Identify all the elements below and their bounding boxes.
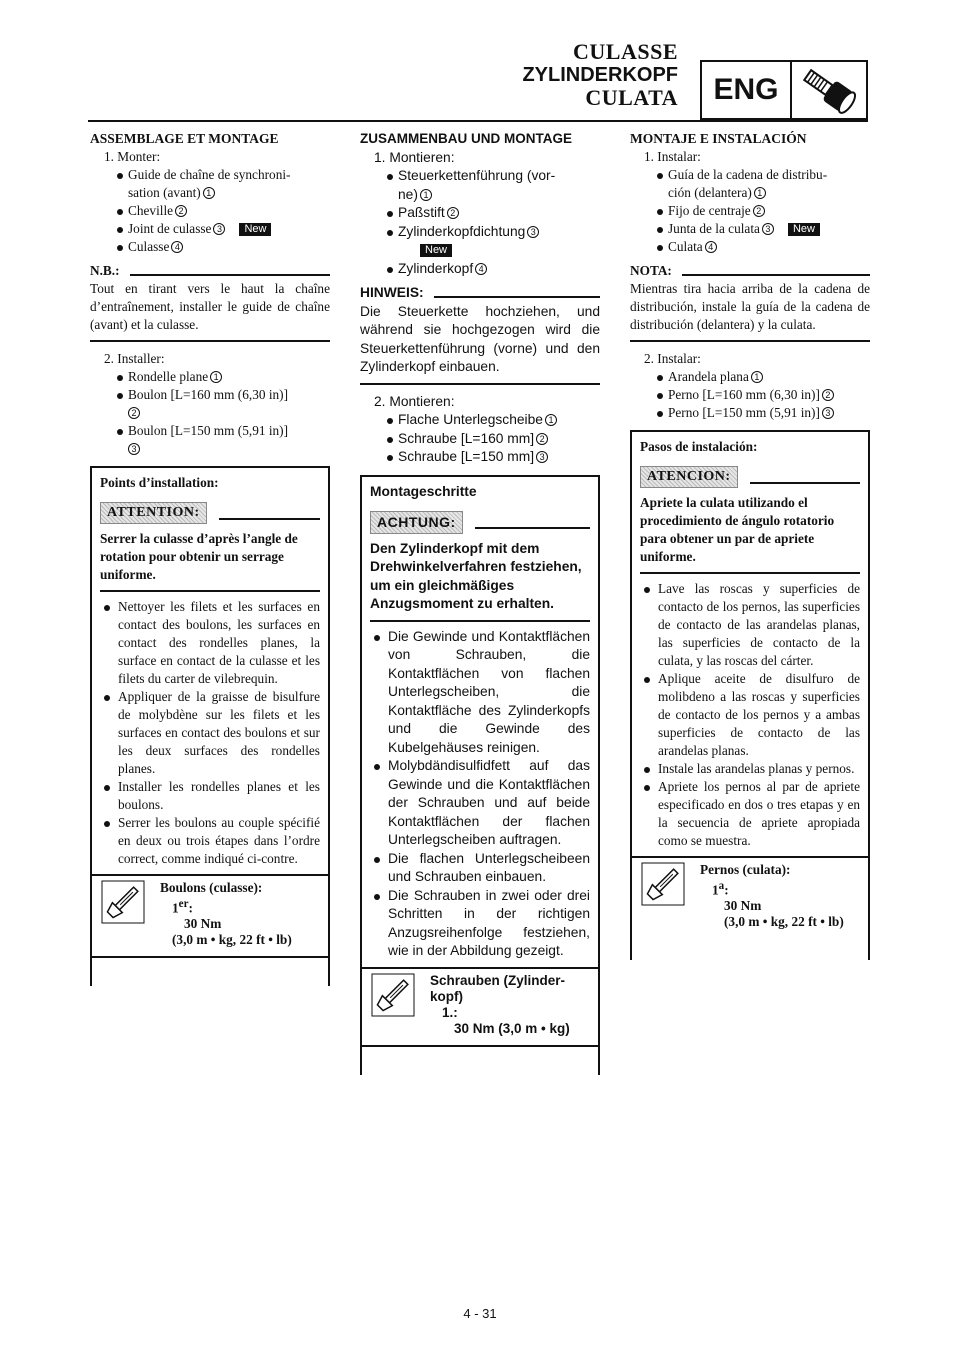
list-item: Culasse 4 (90, 238, 330, 256)
divider (90, 340, 330, 342)
column-spanish (630, 130, 870, 960)
installation-title: Pasos de instalación: (640, 439, 758, 454)
step-2: 2. Montieren: (374, 393, 455, 409)
note-text: Tout en tirant vers le haut la chaîne d’entraînement, installer le guide de chaîne (avant) et la culasse. (90, 281, 330, 332)
header-title-de: ZYLINDERKOPF (522, 64, 678, 86)
list-item: Zylinderkopfdichtung 3 New (360, 223, 600, 260)
callout-number: 4 (705, 241, 717, 253)
bullet-icon (104, 785, 110, 791)
note-heading: NOTA: (630, 262, 870, 280)
callout-number: 3 (822, 407, 834, 419)
bullet-icon (387, 230, 393, 236)
bullet-icon (117, 209, 123, 215)
list-item: Boulon [L=160 mm (6,30 in)] 2 (90, 386, 330, 422)
list-item: Joint de culasse 3 New (90, 220, 330, 238)
list-item: Paßstift 2 (360, 204, 600, 223)
new-part-badge: New (239, 223, 271, 236)
installation-title: Montageschritte (370, 483, 477, 499)
bullet-icon (117, 375, 123, 381)
list-item: Apriete los pernos al par de apriete especificado en dos o tres etapas y en la secuencia de apriete apropiada como se muestra. (632, 778, 868, 850)
bullet-icon (387, 418, 393, 424)
bullet-icon (117, 429, 123, 435)
header-title-fr: CULASSE (573, 39, 678, 64)
bullet-icon (104, 695, 110, 701)
section-title: ASSEMBLAGE ET MONTAGE (90, 131, 279, 146)
bullet-icon (657, 375, 663, 381)
list-item: Schraube [L=150 mm] 3 (360, 448, 600, 467)
callout-number: 2 (536, 433, 548, 445)
callout-number: 4 (475, 263, 487, 275)
bullet-icon (657, 245, 663, 251)
bullet-icon (644, 785, 650, 791)
list-item: Nettoyer les filets et les surfaces en contact des boulons, les surfaces en contact des rondelles planes, la surface en contact de la culasse et les filets du carter de vilebrequin. (92, 598, 328, 688)
callout-number: 2 (753, 205, 765, 217)
callout-number: 2 (175, 205, 187, 217)
section-tab (700, 60, 868, 120)
bullet-icon (374, 764, 380, 770)
list-item: Die Schrauben in zwei oder drei Schritten in der richtigen Anzugsreihenfolge festziehen, wie in der Abbildung gezeigt. (362, 887, 598, 961)
bullet-icon (117, 173, 123, 179)
list-item: Perno [L=160 mm (6,30 in)] 2 (630, 386, 870, 404)
note-heading: HINWEIS: (360, 284, 600, 303)
list-item: Instale las arandelas planas y pernos. (632, 760, 868, 778)
section-title: MONTAJE E INSTALACIÓN (630, 131, 807, 146)
new-part-badge: New (788, 223, 820, 236)
header-rule (88, 120, 868, 122)
list-item: Flache Unterlegscheibe 1 (360, 411, 600, 430)
callout-number: 3 (527, 226, 539, 238)
bullet-icon (387, 455, 393, 461)
list-item: Fijo de centraje 2 (630, 202, 870, 220)
list-item: Perno [L=150 mm (5,91 in)] 3 (630, 404, 870, 422)
callout-number: 1 (203, 187, 215, 199)
bullet-icon (657, 173, 663, 179)
section-label: ENG (702, 62, 792, 118)
warning-heading (362, 501, 598, 534)
torque-wrench-icon (632, 858, 694, 938)
torque-spec (632, 856, 868, 938)
step-1: 1. Monter: (104, 149, 161, 164)
list-item: Culata 4 (630, 238, 870, 256)
list-item: Rondelle plane 1 (90, 368, 330, 386)
installation-box (90, 466, 330, 986)
warning-heading (632, 456, 868, 488)
bullet-icon (117, 227, 123, 233)
torque-wrench-icon (362, 969, 424, 1045)
new-part-badge: New (420, 244, 452, 257)
callout-number: 1 (754, 187, 766, 199)
warning-text: Den Zylinderkopf mit dem Drehwinkelverfahren festziehen, um ein gleichmäßiges Anzugsmoment zu erhalten. (370, 540, 582, 611)
page-number: 4 - 31 (463, 1306, 497, 1321)
list-item: Lave las roscas y superficies de contacto de los pernos, las superficies de contacto de las arandelas planas, las superficies de contacto de la culata, y las roscas del cárter. (632, 580, 868, 670)
list-item: Arandela plana 1 (630, 368, 870, 386)
header-title-es: CULATA (585, 85, 678, 110)
bullet-icon (387, 267, 393, 273)
bullet-icon (657, 411, 663, 417)
section-title: ZUSAMMENBAU UND MONTAGE (360, 131, 572, 146)
bullet-icon (387, 437, 393, 443)
bullet-icon (374, 857, 380, 863)
bullet-icon (657, 209, 663, 215)
torque-values: Boulons (culasse): 1er: 30 Nm (3,0 m • kg, 22 ft • lb) (160, 880, 292, 948)
list-item: Aplique aceite de disulfuro de molibdeno a las roscas y superficies de contacto de los pernos y a ambas superficies de contacto de las arandelas planas. (632, 670, 868, 760)
callout-number: 1 (751, 371, 763, 383)
callout-number: 1 (545, 414, 557, 426)
warning-text: Serrer la culasse d’après l’angle de rotation pour obtenir un serrage uniforme. (100, 531, 298, 582)
bullet-icon (387, 174, 393, 180)
warning-heading (92, 492, 328, 524)
warning-label: ATENCION: (640, 466, 738, 488)
bullet-icon (374, 635, 380, 641)
bullet-icon (657, 227, 663, 233)
step-1: 1. Montieren: (374, 149, 455, 165)
list-item: Cheville 2 (90, 202, 330, 220)
bullet-icon (657, 393, 663, 399)
note-heading: N.B.: (90, 262, 330, 280)
list-item: Guide de chaîne de synchroni- sation (avant) 1 (90, 166, 330, 202)
callout-number: 2 (447, 207, 459, 219)
note-text: Mientras tira hacia arriba de la cadena de distribución, instale la guía de la cadena de distribución (delantera) y la culata. (630, 281, 870, 332)
engine-bolt-icon (792, 62, 866, 118)
callout-number: 3 (762, 223, 774, 235)
bullet-icon (374, 894, 380, 900)
callout-number: 3 (536, 451, 548, 463)
warning-text: Apriete la culata utilizando el procedimiento de ángulo rotatorio para obtener un par de apriete uniforme. (640, 495, 835, 564)
bullet-icon (644, 587, 650, 593)
list-item: Boulon [L=150 mm (5,91 in)] 3 (90, 422, 330, 458)
callout-number: 3 (128, 443, 140, 455)
callout-number: 1 (420, 189, 432, 201)
bullet-icon (117, 393, 123, 399)
column-french (90, 130, 330, 986)
step-2: 2. Instalar: (644, 351, 701, 366)
divider (360, 383, 600, 385)
list-item: Appliquer de la graisse de bisulfure de molybdène sur les filets et les surfaces en contact des boulons et sur les deux surfaces des rondelles planes. (92, 688, 328, 778)
bullet-icon (644, 767, 650, 773)
list-item: Junta de la culata 3 New (630, 220, 870, 238)
column-german (360, 130, 600, 1075)
bullet-icon (104, 821, 110, 827)
installation-box (630, 430, 870, 960)
torque-spec (92, 874, 328, 958)
torque-wrench-icon (92, 876, 154, 956)
list-item: Die flachen Unterlegscheibeen und Schrauben einbauen. (362, 850, 598, 887)
installation-title: Points d’installation: (100, 475, 219, 490)
page-header (88, 40, 868, 120)
callout-number: 1 (210, 371, 222, 383)
torque-values: Pernos (culata): 1$^a$: 30 Nm (3,0 m • kg, 22 ft • lb) (700, 862, 844, 930)
callout-number: 2 (822, 389, 834, 401)
torque-values: Schrauben (Zylinder- kopf) 1.: 30 Nm (3,0 m • kg) (430, 972, 570, 1036)
callout-number: 2 (128, 407, 140, 419)
list-item: Installer les rondelles planes et les boulons. (92, 778, 328, 814)
list-item: Schraube [L=160 mm] 2 (360, 430, 600, 449)
callout-number: 4 (171, 241, 183, 253)
bullet-icon (104, 605, 110, 611)
step-2: 2. Installer: (104, 351, 165, 366)
list-item: Steuerkettenführung (vor- ne) 1 (360, 167, 600, 204)
divider (630, 340, 870, 342)
list-item: Serrer les boulons au couple spécifié en deux ou trois étapes dans l’ordre correct, comme indiqué ci-contre. (92, 814, 328, 868)
list-item: Molybdändisulfidfett auf das Gewinde und die Kontaktflächen der Schrauben und auf beide Kontaktflächen der flachen Unterlegscheiben auftragen. (362, 757, 598, 850)
torque-spec (362, 967, 598, 1047)
installation-box (360, 475, 600, 1075)
bullet-icon (387, 211, 393, 217)
list-item: Guía de la cadena de distribu- ción (delantera) 1 (630, 166, 870, 202)
bullet-icon (117, 245, 123, 251)
warning-label: ATTENTION: (100, 502, 207, 524)
step-1: 1. Instalar: (644, 149, 701, 164)
note-text: Die Steuerkette hochziehen, und während sie hochgezogen wird die Steuerkettenführung (vorne) und den Zylinderkopf einbauen. (360, 303, 600, 374)
list-item: Die Gewinde und Kontaktflächen von Schrauben, die Kontaktflächen von flachen Unterlegscheiben, die Kontaktfläche des Zylinderkopfs und die Gewinde des Kubelgehäuses reinigen. (362, 628, 598, 758)
list-item: Zylinderkopf 4 (360, 260, 600, 279)
bullet-icon (644, 677, 650, 683)
header-titles (522, 40, 678, 110)
warning-label: ACHTUNG: (370, 511, 463, 534)
callout-number: 3 (213, 223, 225, 235)
